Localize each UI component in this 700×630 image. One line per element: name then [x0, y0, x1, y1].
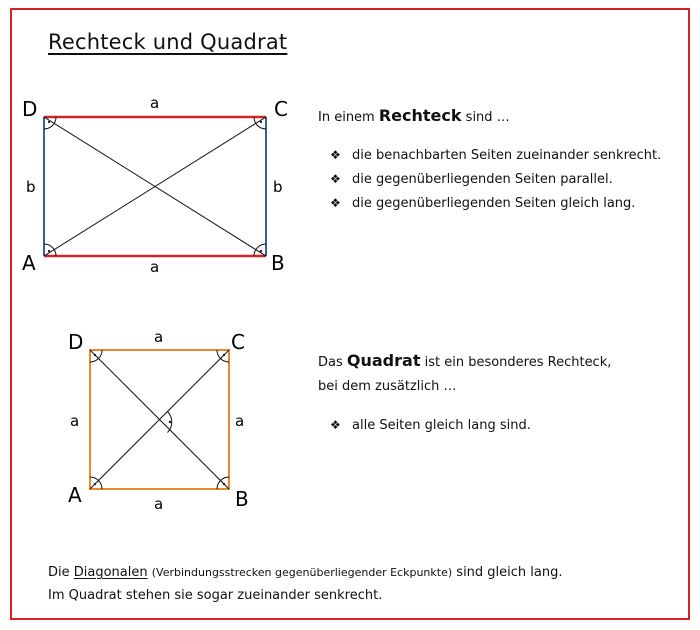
rect-angle-b: [254, 244, 266, 256]
footer-line-1: [48, 565, 563, 580]
rect-bullet: [330, 172, 613, 187]
rect-vertex-a: A: [22, 251, 36, 275]
square-intro-line2: bei dem zusätzlich …: [318, 379, 457, 394]
square-side-label-right: a: [235, 412, 245, 430]
rect-vertex-c: C: [274, 97, 288, 121]
square-vertex-b: B: [235, 487, 249, 511]
bullet-icon: ❖: [330, 148, 341, 162]
rect-side-label-left: b: [26, 178, 36, 196]
square-bullet: [330, 418, 531, 433]
rect-angle-a: [44, 244, 56, 256]
square-intro-bold: Quadrat: [346, 351, 421, 370]
rect-vertex-d: D: [22, 97, 38, 121]
square-side-label-bottom: a: [154, 495, 164, 513]
rect-intro-suffix: sind …: [465, 110, 510, 125]
rectangle-figure: [22, 94, 288, 276]
square-intro-suffix: ist ein besonderes Rechteck,: [424, 355, 612, 370]
square-bullet-text: alle Seiten gleich lang sind.: [352, 418, 531, 433]
square-vertex-d: D: [68, 330, 84, 354]
square-vertex-c: C: [231, 330, 245, 354]
rect-bullet-text: die gegenüberliegenden Seiten gleich lang.: [352, 196, 636, 211]
rect-intro: [318, 106, 510, 125]
bullet-icon: ❖: [330, 418, 341, 432]
footer-prefix: Die: [48, 565, 70, 580]
rect-side-label-right: b: [273, 178, 283, 196]
rect-bullet-text: die gegenüberliegenden Seiten parallel.: [352, 172, 613, 187]
rect-intro-prefix: In einem: [318, 110, 375, 125]
square-figure: [68, 328, 249, 513]
rect-side-label-top: a: [150, 94, 160, 112]
rect-angle-c: [254, 117, 266, 129]
rect-angle-d: [44, 117, 56, 129]
rect-bullet-text: die benachbarten Seiten zueinander senkrecht.: [352, 148, 662, 163]
rect-bullet: [330, 148, 661, 163]
rect-side-label-bottom: a: [150, 258, 160, 276]
square-side-label-left: a: [70, 412, 80, 430]
square-side-label-top: a: [154, 328, 164, 346]
footer-suffix: sind gleich lang.: [456, 565, 563, 580]
footer-line-2: Im Quadrat stehen sie sogar zueinander senkrecht.: [48, 588, 383, 603]
square-vertex-a: A: [68, 483, 82, 507]
footer-diagonalen: Diagonalen: [73, 565, 148, 580]
square-intro-prefix: Das: [318, 355, 343, 370]
footer-note: (Verbindungsstrecken gegenüberliegender Eckpunkte): [151, 566, 453, 579]
rect-intro-bold: Rechteck: [378, 106, 462, 125]
bullet-icon: ❖: [330, 196, 341, 210]
rect-bullet: [330, 196, 635, 211]
bullet-icon: ❖: [330, 172, 341, 186]
rect-vertex-b: B: [271, 251, 285, 275]
square-intro: [318, 351, 611, 370]
page-title: Rechteck und Quadrat: [48, 30, 288, 54]
